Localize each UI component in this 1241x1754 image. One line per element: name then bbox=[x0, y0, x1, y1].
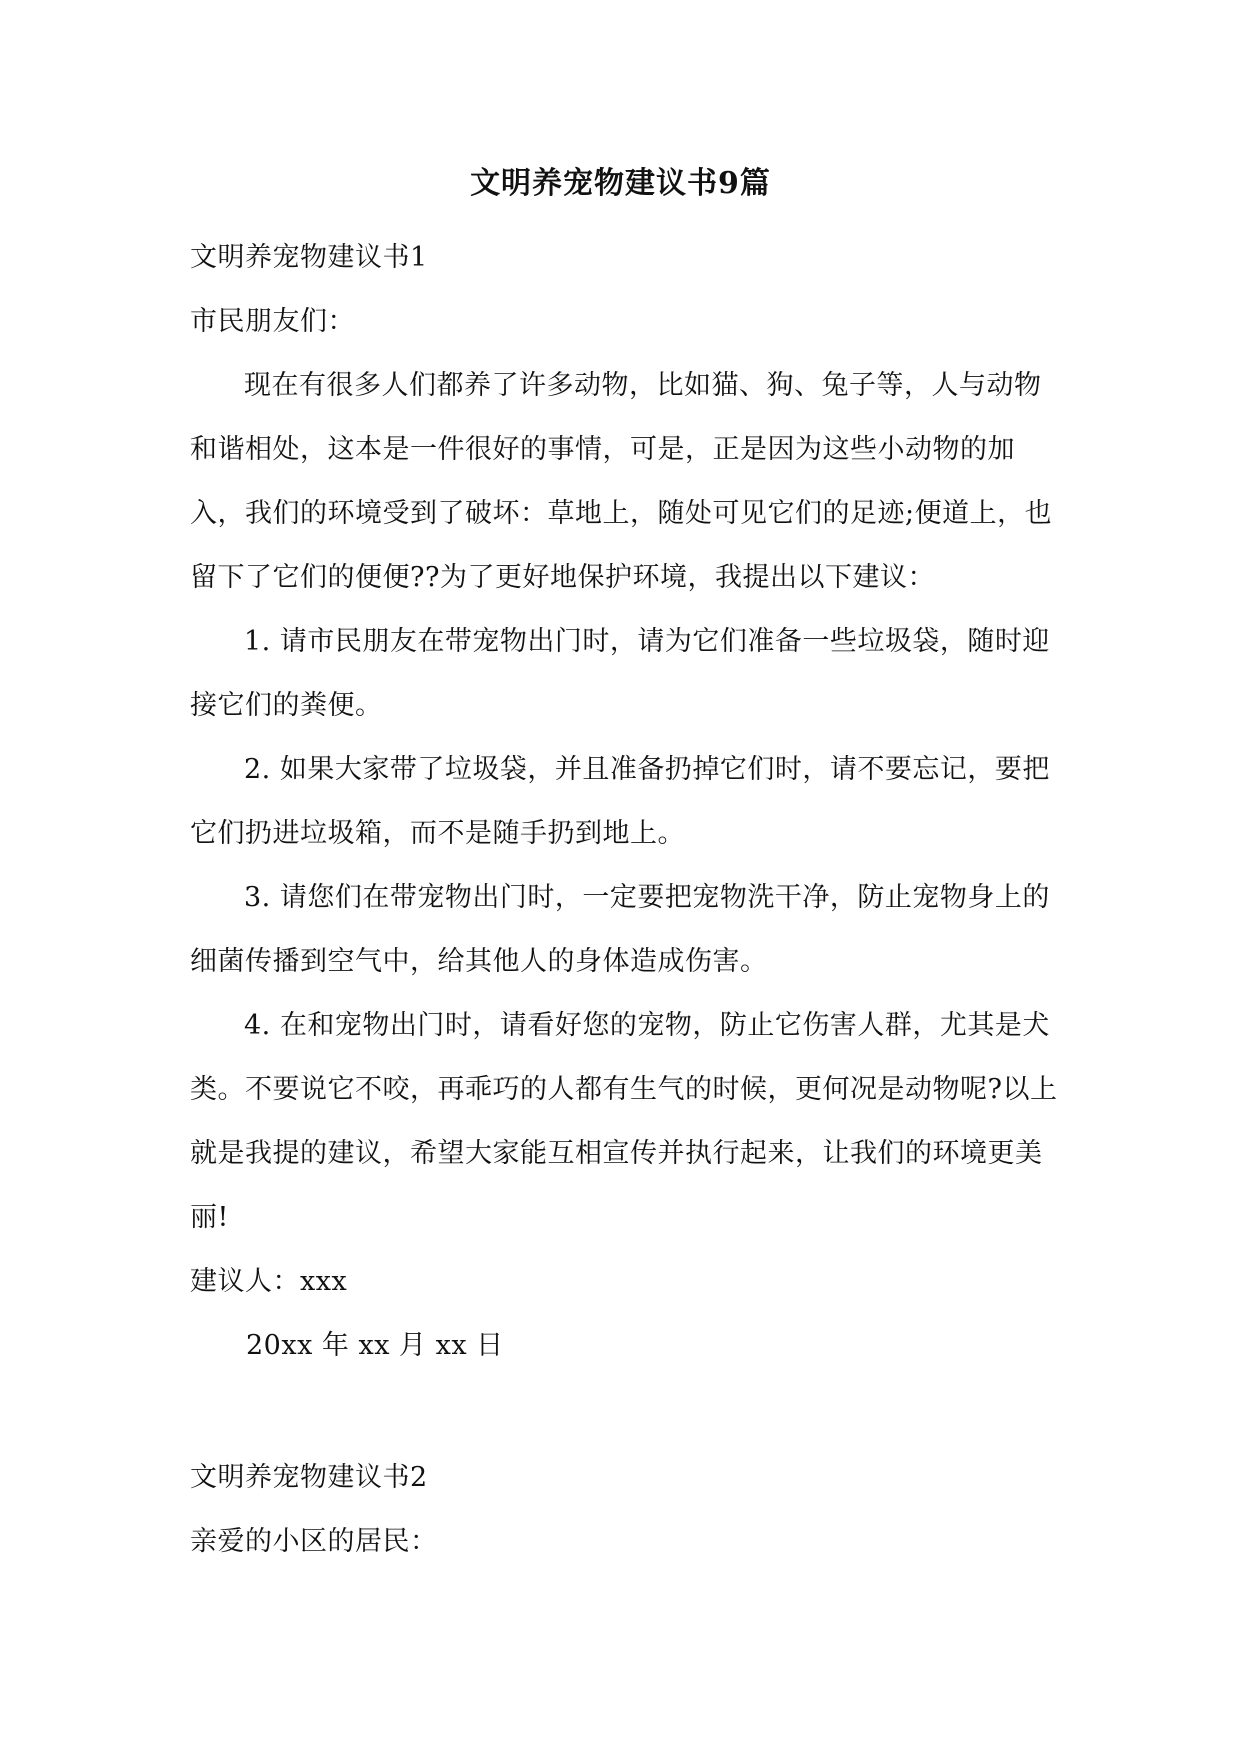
letter1-signer: 建议人：xxx bbox=[190, 1266, 348, 1297]
letter1-date: 20xx 年 xx 月 xx 日 bbox=[246, 1330, 504, 1361]
letter1-heading: 文明养宠物建议书1 bbox=[190, 242, 428, 273]
letter1-suggestion-3: 3. 请您们在带宠物出门时，一定要把宠物洗干净，防止宠物身上的细菌传播到空气中，给其他人的身体造成伤害。 bbox=[190, 882, 1050, 977]
document-body bbox=[190, 226, 1060, 1574]
document-title: 文明养宠物建议书9篇 bbox=[470, 166, 771, 201]
letter1-intro-paragraph: 现在有很多人们都养了许多动物，比如猫、狗、兔子等，人与动物和谐相处，这本是一件很好的事情，可是，正是因为这些小动物的加入，我们的环境受到了破坏：草地上，随处可见它们的足迹;便道上，也留下了它们的便便??为了更好地保护环境，我提出以下建议： bbox=[190, 370, 1053, 593]
letter1-suggestion-4: 4. 在和宠物出门时，请看好您的宠物，防止它伤害人群，尤其是犬类。不要说它不咬，再乖巧的人都有生气的时候，更何况是动物呢?以上就是我提的建议，希望大家能互相宣传并执行起来，让我们的环境更美丽! bbox=[190, 1010, 1058, 1233]
section-spacer bbox=[190, 1378, 1060, 1446]
letter1-suggestion-1: 1. 请市民朋友在带宠物出门时，请为它们准备一些垃圾袋，随时迎接它们的粪便。 bbox=[190, 626, 1050, 721]
letter1-suggestion-2: 2. 如果大家带了垃圾袋，并且准备扔掉它们时，请不要忘记，要把它们扔进垃圾箱，而不是随手扔到地上。 bbox=[190, 754, 1050, 849]
letter2-greeting: 亲爱的小区的居民： bbox=[190, 1526, 438, 1557]
letter2-heading: 文明养宠物建议书2 bbox=[190, 1462, 428, 1493]
letter1-greeting: 市民朋友们： bbox=[190, 306, 355, 337]
